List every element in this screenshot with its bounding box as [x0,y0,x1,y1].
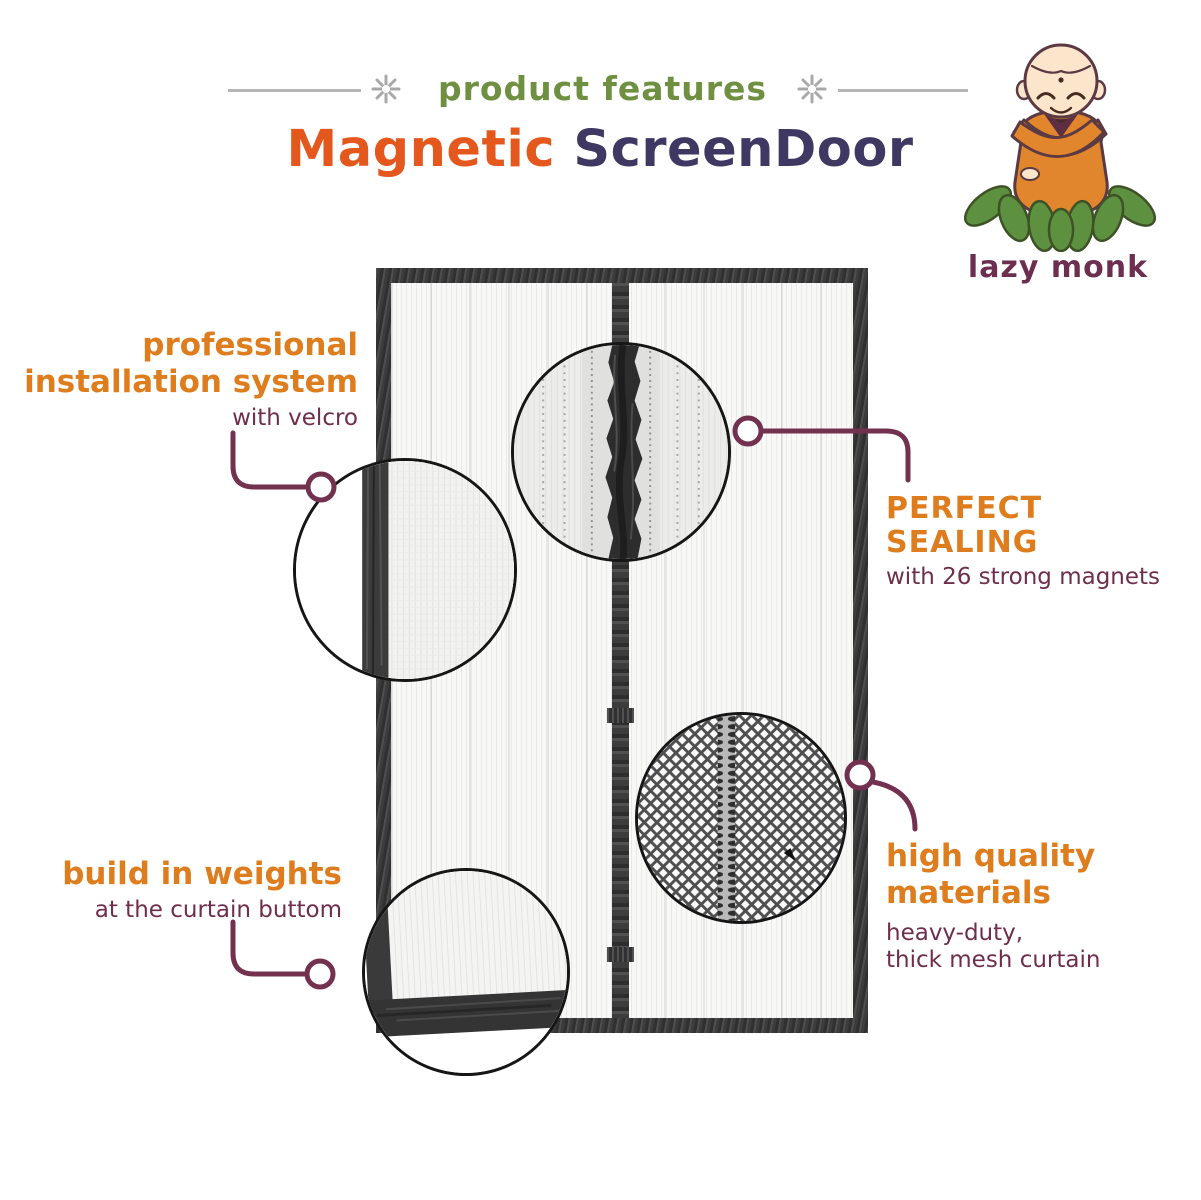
callout-sealing-subtitle: with 26 strong magnets [886,564,1161,590]
callout-sealing [886,492,1196,591]
callout-materials-title-line2: materials [886,875,1051,911]
eyebrow-heading: product features [437,69,768,108]
title-word-screendoor: ScreenDoor [573,120,914,179]
header-divider-left [228,89,361,92]
callout-weights [20,856,342,924]
asterisk-icon [371,74,401,108]
connector-ring-weights [307,961,333,987]
connector-weights [233,922,304,974]
weighted-bottom-closeup-circle [362,868,570,1076]
velcro-edge-closeup-circle [293,458,517,682]
callout-materials [886,838,1196,974]
lazy-monk-mascot-icon [958,24,1158,256]
callout-weights-title: build in weights [62,856,342,892]
page-title [200,120,1000,179]
header-divider-right [838,89,968,92]
asterisk-icon [797,74,827,108]
magnet-notch [607,947,634,962]
callout-materials-title-line1: high quality [886,838,1096,874]
callout-materials-subtitle-line2: thick mesh curtain [886,947,1101,973]
callout-sealing-title: PERFECT SEALING [886,491,1043,560]
mesh-material-closeup-circle [635,712,847,924]
callout-installation-subtitle: with velcro [232,405,358,431]
callout-installation [20,327,358,432]
connector-velcro [233,433,305,487]
brand-name: lazy monk [967,250,1149,285]
connector-materials [873,782,915,829]
callout-installation-title-line2: installation system [24,364,358,400]
callout-weights-subtitle: at the curtain buttom [94,897,342,923]
callout-materials-subtitle-line1: heavy-duty, [886,920,1024,946]
magnet-notch [607,708,634,723]
callout-installation-title-line1: professional [142,327,358,363]
title-word-magnetic: Magnetic [286,120,556,179]
magnet-seam-closeup-circle [511,342,731,562]
